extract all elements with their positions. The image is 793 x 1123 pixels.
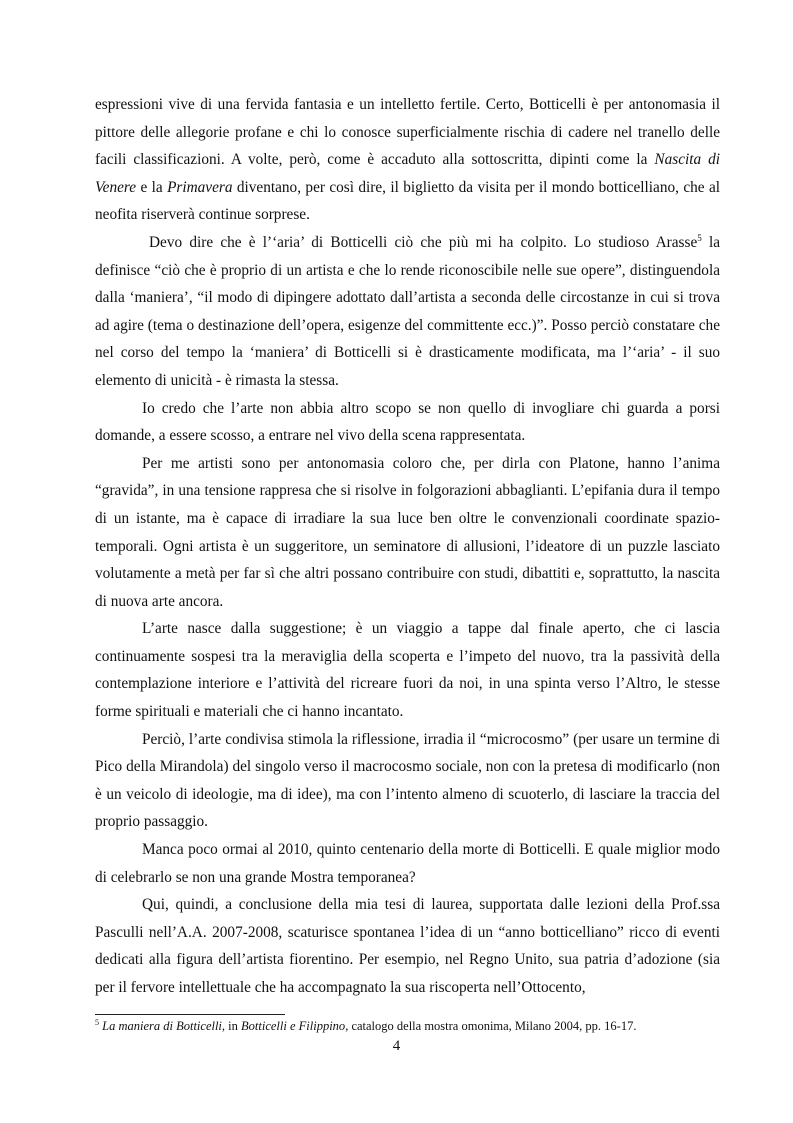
paragraph-4: Per me artisti sono per antonomasia coloro che, per dirla con Platone, hanno l’anima “gravida”, in una tensione rappresa che si risolve in folgorazioni abbaglianti. L’epifania dura il tempo di un istante, ma è capace di irradiare la sua luce ben oltre le convenzionali coordinate spazio-temporali. Ogni artista è un suggeritore, un seminatore di allusioni, l’ideatore di un puzzle lasciato volutamente a metà per far sì che altri possano contribuire con studi, dibattiti e, soprattutto, la nascita di nuova arte ancora. <box>95 454 720 610</box>
paragraph-5: L’arte nasce dalla suggestione; è un viaggio a tappe dal finale aperto, che ci lascia continuamente sospesi tra la meraviglia della scoperta e l’impeto del nuovo, tra la passività della contemplazione interiore e l’attività del ricreare fuori da noi, in una spinta verso l’Altro, le stesse forme spirituali e materiali che ci hanno incantato. <box>95 620 720 721</box>
title-nascita-di-venere: Nascita di Venere <box>95 151 721 196</box>
title-primavera: Primavera <box>167 178 233 196</box>
paragraph-7: Manca poco ormai al 2010, quinto centenario della morte di Botticelli. E quale miglior modo di celebrarlo se non una grande Mostra temporanea? <box>95 841 720 886</box>
paragraph-2 <box>95 229 720 395</box>
footnote-title-1: La maniera di Botticelli <box>102 1019 222 1033</box>
footnote-connector: , in <box>221 1019 242 1033</box>
page-number: 4 <box>392 1038 401 1054</box>
paragraph-2-end: la definisce “ciò che è proprio di un artista e che lo rende riconoscibile nelle sue opere”, distinguendola dalla ‘maniera’, “il modo di dipingere adottato dall’artista a seconda delle circostanze in cui si trova ad agire (tema o destinazione dell’opera, esigenze del committente ecc.)”. Posso perciò constatare che nel corso del tempo la ‘maniera’ di Botticelli si è drasticamente modificata, ma l’‘aria’ - il suo elemento di unicità - è rimasta la stessa. <box>95 233 720 389</box>
paragraph-1 <box>95 91 720 229</box>
footnote-text: , catalogo della mostra omonima, Milano 2004, pp. 16-17. <box>345 1019 637 1033</box>
paragraph-2-text: Devo dire che è l’‘aria’ di Botticelli ciò che più mi ha colpito. Lo studioso Arasse <box>149 233 698 251</box>
paragraph-8: Qui, quindi, a conclusione della mia tesi di laurea, supportata dalle lezioni della Prof.ssa Pasculli nell’A.A. 2007-2008, scaturisce spontanea l’idea di un “anno botticelliano” ricco di eventi dedicati alla figura dell’artista fiorentino. Per esempio, nel Regno Unito, sua patria d’adozione (sia per il fervore intellettuale che ha accompagnato la sua riscoperta nell’Ottocento, <box>95 896 720 996</box>
footnote-reference[interactable]: 5 <box>697 232 702 243</box>
page-body <box>95 91 720 1002</box>
paragraph-3: Io credo che l’arte non abbia altro scopo se non quello di invogliare chi guarda a porsi domande, a essere scosso, a entrare nel vivo della scena rappresentata. <box>95 399 720 445</box>
paragraph-6: Perciò, l’arte condivisa stimola la riflessione, irradia il “microcosmo” (per usare un termine di Pico della Mirandola) del singolo verso il macrocosmo sociale, non con la pretesa di modificarlo (non è un veicolo di ideologie, ma di idee), ma con l’intento almeno di scuoterlo, di lasciare la traccia del proprio passaggio. <box>95 730 720 831</box>
footnote-number: 5 <box>95 1018 99 1027</box>
paragraph-1-connector: e la <box>136 178 168 196</box>
footnote-title-2: Botticelli e Filippino <box>241 1019 346 1033</box>
paragraph-1-end: diventano, per così dire, il biglietto da visita per il mondo botticelliano, che al neofita riserverà continue sorprese. <box>95 178 720 224</box>
footnote <box>95 1018 720 1034</box>
footnote-divider <box>95 1014 285 1015</box>
paragraph-1-text: espressioni vive di una fervida fantasia e un intelletto fertile. Certo, Botticelli è per antonomasia il pittore delle allegorie profane e chi lo conosce superficialmente rischia di cadere nel tranello delle facili classificazioni. A volte, però, come è accaduto alla sottoscritta, dipinti come la <box>95 96 720 169</box>
